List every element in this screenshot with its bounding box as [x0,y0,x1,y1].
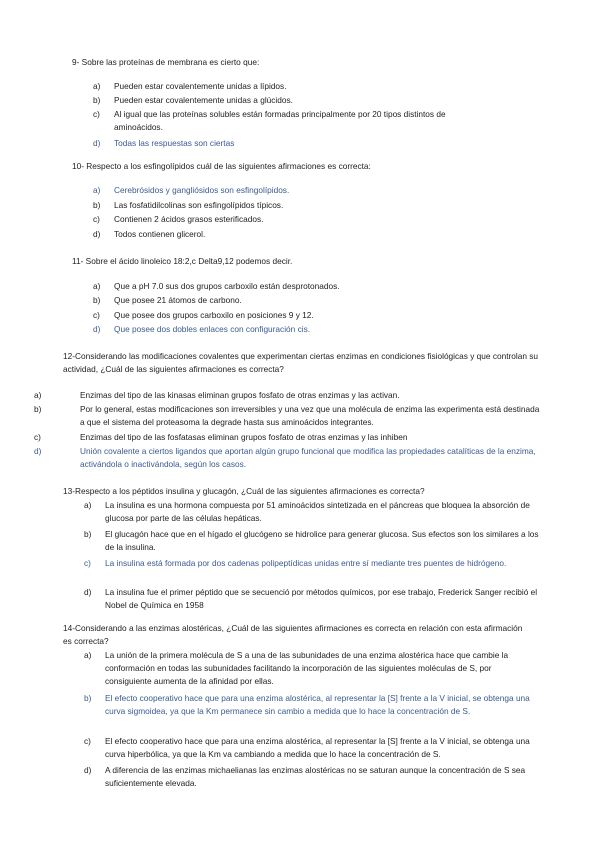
option-text: Que posee 21 átomos de carbono. [114,295,242,305]
option-text: El efecto cooperativo hace que para una enzima alostérica, al representar la [S] frente a la V inicial, se obtenga una curva hiperbólica, ya que la Km va cambiando a medida que lo hace la concentración de S. [105,736,530,759]
option-letter: b) [84,529,92,539]
option-letter: b) [93,95,101,105]
question-11: 11- Sobre el ácido linoleico 18:2,c Delta9,12 podemos decir. [72,256,293,266]
option-letter: b) [34,404,42,414]
question-13: 13-Respecto a los péptidos insulina y glucagón, ¿Cuál de las siguientes afirmaciones es correcta? [63,486,425,496]
option-text: El efecto cooperativo hace que para una enzima alostérica, al representar la [S] frente a la V inicial, se obtenga una curva sigmoidea, ya que la Km permanece sin cambio a medida que lo hace la concentración de S. [105,693,530,716]
option-letter: d) [93,138,101,148]
option-letter: b) [93,200,101,210]
option-text: Cerebrósidos y gangliósidos son esfingolípidos. [114,185,290,195]
option-12d [34,445,540,471]
option-text: Contienen 2 ácidos grasos esterificados. [114,214,264,224]
option-letter: b) [93,295,101,305]
option-letter: c) [84,558,91,568]
option-12a [34,389,540,402]
option-letter: b) [84,693,92,703]
option-letter: c) [34,432,41,442]
option-10a [93,184,513,197]
option-text: Pueden estar covalentemente unidas a lípidos. [114,81,287,91]
option-text: Las fosfatidilcolinas son esfingolípidos típicos. [114,200,284,210]
option-text: La insulina es una hormona compuesta por 51 aminoácidos sintetizada en el páncreas que bloquea la absorción de glucosa por parte de las células hepáticas. [105,500,530,523]
option-letter: a) [84,500,92,510]
option-letter: c) [93,214,100,224]
option-11a [93,280,513,293]
option-11b [93,294,513,307]
option-text: Por lo general, estas modificaciones son irreversibles y una vez que una molécula de enzima las experimenta está destinada a que el sistema del proteasoma la degrade hasta sus aminoácidos integrantes. [80,404,540,427]
option-letter: d) [34,446,42,456]
option-text: Todos contienen glicerol. [114,229,206,239]
option-text: Enzimas del tipo de las kinasas eliminan grupos fosfato de otras enzimas y las activan. [80,390,400,400]
option-10d [93,228,513,241]
option-12c [34,431,540,444]
option-11c [93,309,513,322]
option-letter: d) [93,324,101,334]
question-14: 14-Considerando a las enzimas alostéricas, ¿Cuál de las siguientes afirmaciones es correcta en relación con esta afirmación es correcta? [63,623,523,646]
option-text: Unión covalente a ciertos ligandos que aportan algún grupo funcional que modifica las propiedades catalíticas de la enzima, activándola o inactivándola, según los casos. [80,446,536,469]
option-letter: d) [93,229,101,239]
option-letter: a) [84,650,92,660]
option-13d [84,586,540,612]
option-text: Pueden estar covalentemente unidas a glúcidos. [114,95,293,105]
option-11d [93,323,513,336]
option-text: La insulina está formada por dos cadenas polipeptídicas unidas entre sí mediante tres puentes de hidrógeno. [105,558,507,568]
option-text: Que posee dos grupos carboxilo en posiciones 9 y 12. [114,310,314,320]
option-letter: a) [34,390,42,400]
option-text: La insulina fue el primer péptido que se secuenció por métodos químicos, por ese trabajo, Frederick Sanger recibió el Nobel de Química en 1958 [105,587,538,610]
question-10: 10- Respecto a los esfingolípidos cuál de las siguientes afirmaciones es correcta: [72,161,371,171]
option-13a [84,499,540,525]
option-10c [93,213,513,226]
option-14c [84,735,540,761]
option-9c [93,108,493,134]
option-text: Enzimas del tipo de las fosfatasas eliminan grupos fosfato de otras enzimas y las inhiben [80,432,408,442]
option-12b [34,403,540,429]
option-letter: a) [93,281,101,291]
option-13c [84,557,540,570]
option-14a [84,649,540,688]
option-10b [93,199,513,212]
option-text: A diferencia de las enzimas michaelianas las enzimas alostéricas no se saturan aunque la concentración de S sea suficientemente elevada. [105,765,526,788]
option-letter: c) [93,109,100,119]
option-letter: d) [84,765,92,775]
option-14b [84,692,540,718]
option-9b [93,94,513,107]
option-text: Todas las respuestas son ciertas [114,138,235,148]
option-text: Al igual que las proteínas solubles están formadas principalmente por 20 tipos distintos de aminoácidos. [114,109,446,132]
option-letter: a) [93,81,101,91]
option-9a [93,80,513,93]
question-12: 12-Considerando las modificaciones covalentes que experimentan ciertas enzimas en condiciones fisiológicas y que controlan su actividad, ¿Cuál de las siguientes afirmaciones es correcta? [63,351,539,374]
question-9: 9- Sobre las proteínas de membrana es cierto que: [72,57,260,67]
option-letter: c) [93,310,100,320]
option-text: La unión de la primera molécula de S a una de las subunidades de una enzima alostérica hace que cambie la conformación en todas las subunidades facilitando la incorporación de las siguientes moléculas de S, por consiguiente aumenta de la afinidad por ellas. [105,650,509,686]
option-text: Que a pH 7.0 sus dos grupos carboxilo están desprotonados. [114,281,340,291]
option-14d [84,764,540,790]
option-letter: c) [84,736,91,746]
option-13b [84,528,540,554]
option-text: Que posee dos dobles enlaces con configuración cis. [114,324,311,334]
option-letter: d) [84,587,92,597]
option-text: El glucagón hace que en el hígado el glucógeno se hidrolice para generar glucosa. Sus efectos son los similares a los de la insulina. [105,529,539,552]
option-9d [93,137,513,150]
option-letter: a) [93,185,101,195]
